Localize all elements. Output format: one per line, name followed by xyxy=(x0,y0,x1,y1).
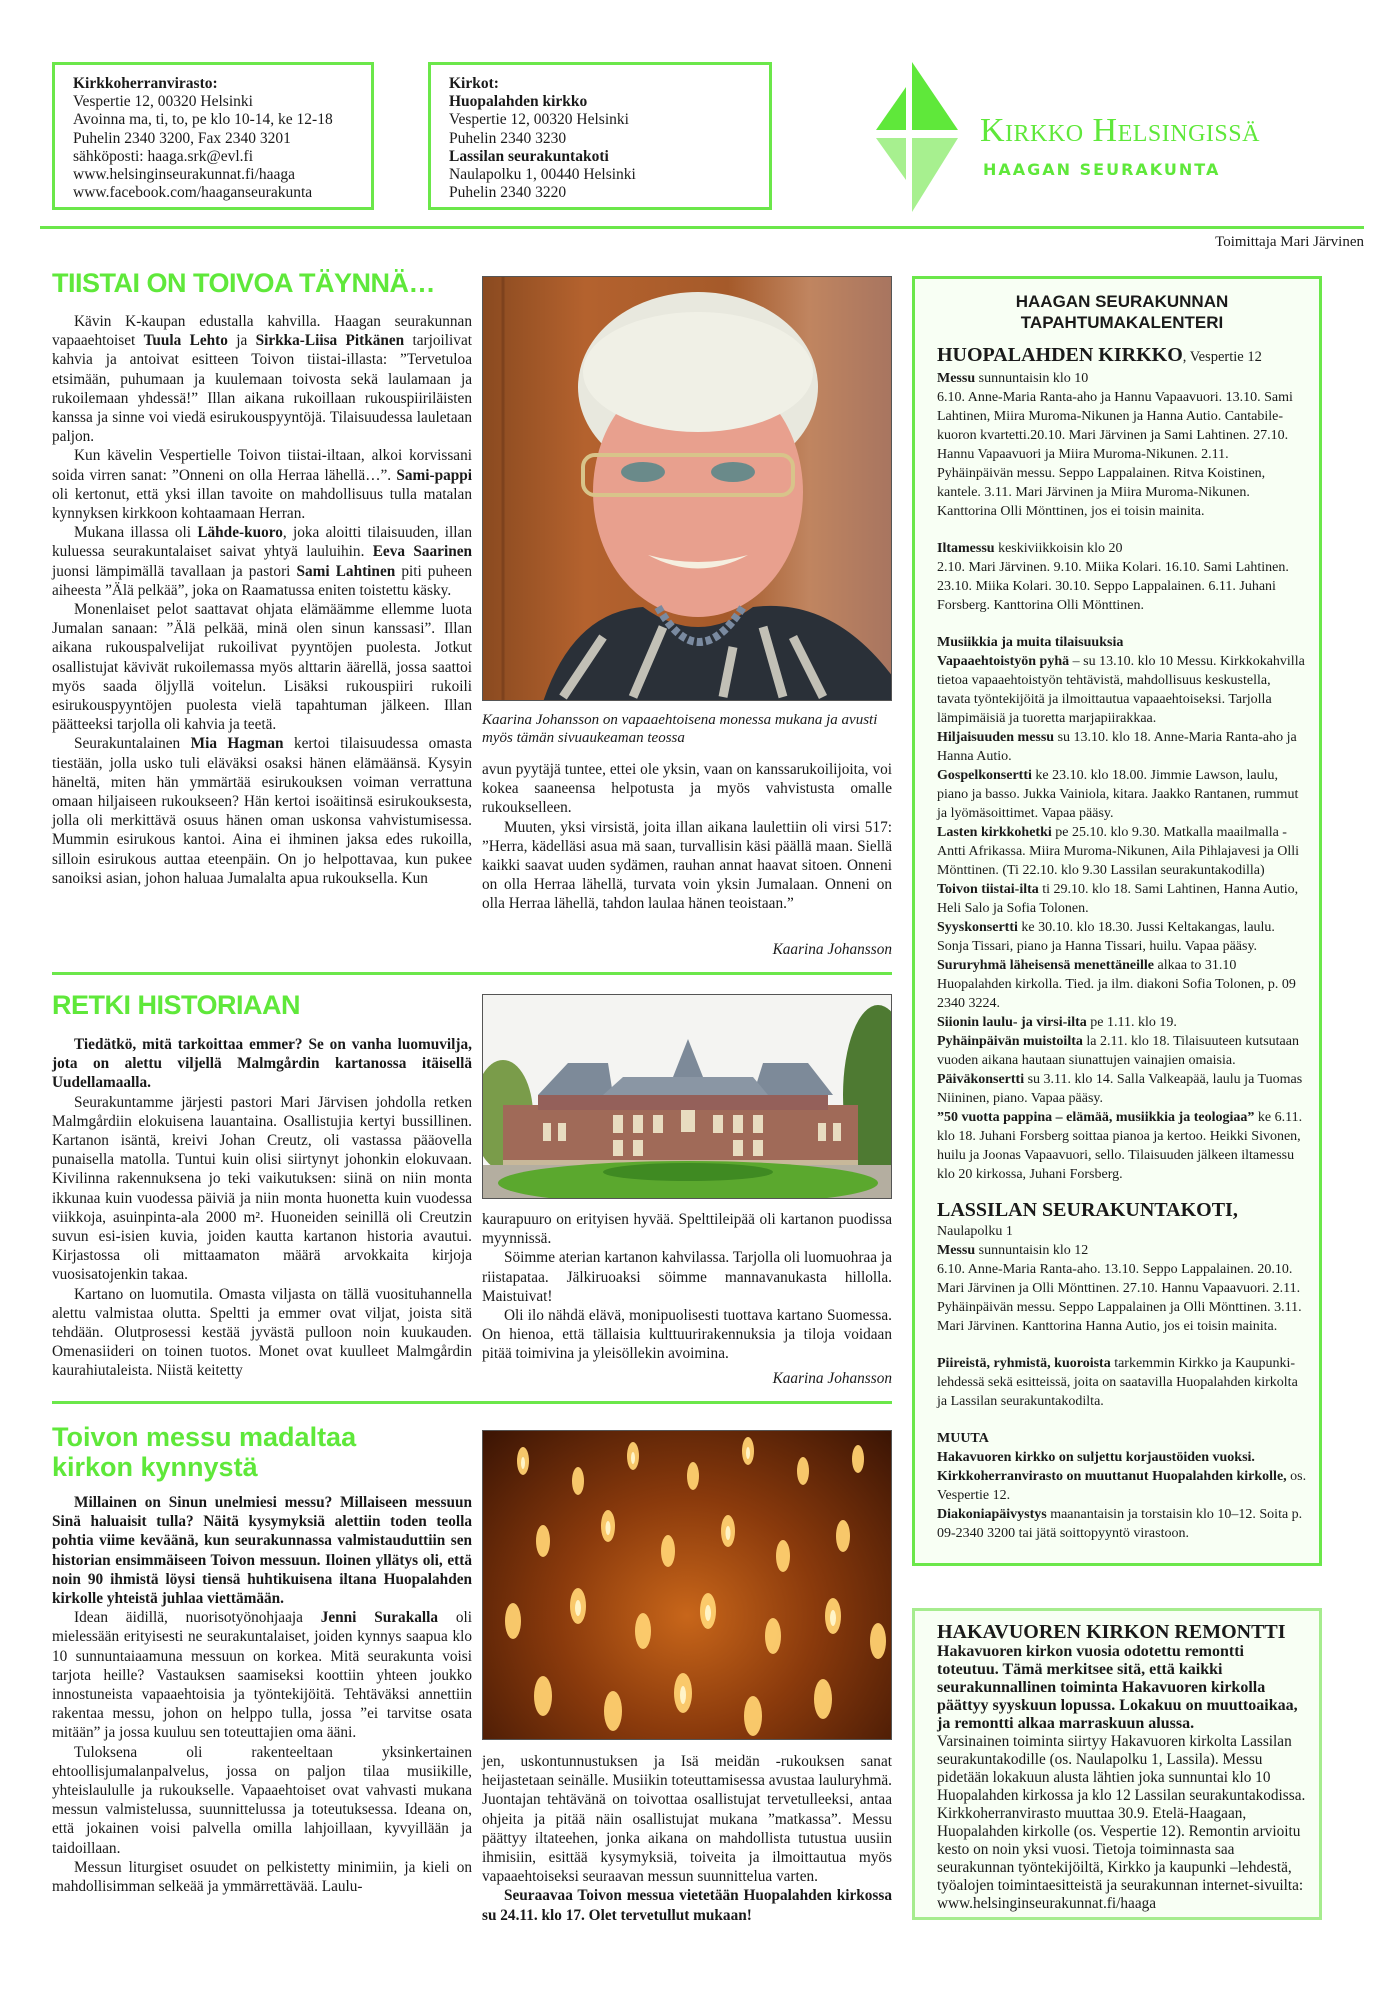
event-item: Toivon tiistai-ilta ti 29.10. klo 18. Sami Lahtinen, Hanna Autio, Heli Salo ja Sofia Tolonen. xyxy=(937,882,1299,916)
article1-paragraph: Mukana illassa oli Lähde-kuoro, joka aloitti tilaisuuden, illan kuluessa seurakuntalaiset saivat yhtyä lauluihin. Eeva Saarinen juonsi lämpimällä tavallaan ja pastori Sami Lahtinen piti puheen aiheesta ”Älä pelkää”, joka on Raamatussa eniten toistettu käsky. xyxy=(52,524,472,599)
article1-paragraph: Seurakuntalainen Mia Hagman kertoi tilaisuudessa omasta tiestään, jolla usko tuli eläväksi osaksi hänen elämäänsä. Kysyin häneltä, miten hän ymmärtää esirukouksen voiman verrattuna omaan hiljaiseen rukoukseen? Hän kertoi isoäitinsä esirukouksesta, jolla oli merkittävä osuus hänen oman uskonsa vahvistumisessa. Mummin esirukous kantoi. Aina ei ihminen jaksa edes rukoilla, silloin esirukous auttaa eteenpäin. On jo helpottavaa, kun pukee sanoiksi asian, johon haluaa Jumalalta apua rukouksella. Kun xyxy=(52,735,473,887)
church2-name: Lassilan seurakuntakoti xyxy=(449,147,609,165)
article1-headline: TIISTAI ON TOIVOA TÄYNNÄ… xyxy=(52,268,436,298)
logo-title: Kirkko Helsingissä xyxy=(980,112,1260,149)
huopalahti-messu-details: 6.10. Anne-Maria Ranta-aho ja Hannu Vapaavuori. 13.10. Sami Lahtinen, Miira Muroma-Nikunen ja Hanna Autio. Cantabile-kuoron kvartetti.20.10. Mari Järvinen ja Sami Lahtinen. 27.10. Hannu Vapaavuori ja Miira Muroma-Nikunen. 2.11. Pyhäinpäivän messu. Seppo Lappalainen. Ritva Koistinen, kantele. 3.11. Mari Järvinen ja Miira Muroma-Nikunen. Kanttorina Olli Mönttinen, jos ei toisin mainita. xyxy=(937,390,1293,519)
event-item: Hiljaisuuden messu su 13.10. klo 18. Anne-Maria Ranta-aho ja Hanna Autio. xyxy=(937,730,1297,764)
manor-photo xyxy=(482,994,892,1199)
article2-paragraph: Söimme aterian kartanon kahvilassa. Tarjolla oli luomuohraa ja riistapataa. Jälkiruoaksi söimme mannavanukasta hillolla. Maistuivat! xyxy=(482,1249,892,1305)
article2-paragraph: kaurapuuro on erityisen hyvää. Spelttileipää oli kartanon puodissa myynnissä. xyxy=(482,1211,892,1248)
office-facebook-link[interactable]: www.facebook.com/haaganseurakunta xyxy=(73,184,313,202)
article3-paragraph: Tuloksena oli rakenteeltaan yksinkertainen ehtoollisjumalanpalvelus, jossa on paljon tilaa musiikille, yhteislaululle ja rukoukselle. Vapaaehtoiset ovat vahvasti mukana messun valmistelussa, suunnittelussa ja toteutuksessa. Ideana on, että jokainen voisi palvella omilla lahjoillaan, kyvyillään ja taidoillaan. xyxy=(52,1743,472,1857)
huopalahti-messu-schedule: Messu sunnuntaisin klo 10 xyxy=(937,371,1089,386)
huopalahti-iltamessu-schedule: Iltamessu keskiviikkoisin klo 20 xyxy=(937,541,1123,556)
renovation-title: HAKAVUOREN KIRKON REMONTTI xyxy=(937,1621,1286,1643)
groups-info: Piireistä, ryhmistä, kuoroista tarkemmin Kirkko ja Kaupunki-lehdessä sekä esitteissä, joita on saatavilla Huopalahden kirkolta ja Lassilan seurakuntakodilta. xyxy=(937,1356,1298,1409)
article1-paragraph: avun pyytäjä tuntee, ettei ole yksin, vaan on kanssarukoilijoita, voi kokea saaneensa helpotusta ja myös vahvistusta omalle rukoukselleen. xyxy=(482,761,892,817)
article1-paragraph: Kävin K-kaupan edustalla kahvilla. Haagan seurakunnan vapaaehtoiset Tuula Lehto ja Sirkka-Liisa Pitkänen tarjoilivat kahvia ja antoivat esitteen Toivon tiistai-illasta: ”Tervetuloa etsimään, puhumaan ja kuulemaan toivosta sekä laulamaan ja rukoilemaan yhdessä!” Illan aikana rukoillaan rukouspiiriläisten kanssa ja sinne voi viedä esirukouspyyntöjä. Tilaisuudessa lauletaan paljon. xyxy=(52,313,472,446)
music-events-heading: Musiikkia ja muita tilaisuuksia xyxy=(937,635,1124,650)
article3-headline-line2: kirkon kynnystä xyxy=(52,1452,258,1482)
event-item: Siionin laulu- ja virsi-ilta pe 1.11. klo 19. xyxy=(937,1015,1177,1030)
article3-paragraph: Messun liturgiset osuudet on pelkistetty minimiin, ja kieli on mahdollisimman selkeää ja ymmärrettävää. Laulu- xyxy=(52,1858,472,1896)
church1-phone: Puhelin 2340 3230 xyxy=(449,129,567,147)
renovation-website-link[interactable]: www.helsinginseurakunnat.fi/haaga xyxy=(937,1895,1157,1912)
event-item: Gospelkonsertti ke 23.10. klo 18.00. Jimmie Lawson, laulu, piano ja basso. Jukka Vainiola, kitara. Jaakko Rantanen, rummut ja lyömäsoittimet. Vapaa pääsy. xyxy=(937,768,1299,821)
event-item: Pyhäinpäivän muistoilta la 2.11. klo 18. Tilaisuuteen kutsutaan vuoden aikana hautaan siunattujen vainajien omaisia. xyxy=(937,1034,1299,1068)
churches-info-box xyxy=(428,62,772,210)
event-calendar xyxy=(912,276,1322,1566)
office-info-title: Kirkkoherranvirasto: xyxy=(73,75,218,92)
lassila-venue: LASSILAN SEURAKUNTAKOTI, xyxy=(937,1199,1238,1221)
article1-signature: Kaarina Johansson xyxy=(772,941,892,958)
event-item: Syyskonsertti ke 30.10. klo 18.30. Jussi Keltakangas, laulu. Sonja Tissari, piano ja Hanna Tissari, huilu. Vapaa pääsy. xyxy=(937,920,1275,954)
article2-divider xyxy=(52,1401,892,1404)
logo-subtitle: HAAGAN SEURAKUNTA xyxy=(983,160,1221,179)
office-email-link[interactable]: sähköposti: haaga.srk@evl.fi xyxy=(73,147,253,165)
office-address: Vespertie 12, 00320 Helsinki xyxy=(73,93,253,111)
article1-body xyxy=(52,312,472,888)
lassila-messu-details: 6.10. Anne-Maria Ranta-aho. 13.10. Seppo Lappalainen. 20.10. Mari Järvinen ja Olli Mönttinen. 27.10. Hannu Vapaavuori. 2.11. Pyhäinpäivän messu. Seppo Lappalainen ja Olli Mönttinen. 3.11. Mari Järvinen. Kanttorina Hanna Autio, jos ei toisin mainita. xyxy=(937,1262,1302,1334)
article1-paragraph: Muuten, yksi virsistä, joita illan aikana laulettiin oli virsi 517: ”Herra, kädelläsi asua mä saan, turvallisin käsi päällä maan. Siellä kaikki saavat uuden sydämen, rauhan annat haavat sitoen. Onneni on olla Herraa lähellä, turvata voin yksin Jumalaan. Onneni on olla Herraa lähellä, tahdon laulaa hänen teoistaan.” xyxy=(482,818,892,913)
article3-closing: Seuraavaa Toivon messua vietetään Huopalahden kirkossa su 24.11. klo 17. Olet tervetullut mukaan! xyxy=(482,1887,892,1924)
diakonia-info: Diakoniapäivystys maanantaisin ja torstaisin klo 10–12. Soita p. 09-2340 3200 tai jätä soittopyyntö virastoon. xyxy=(937,1507,1303,1541)
portrait-caption: Kaarina Johansson on vapaaehtoisena monessa mukana ja avusti myös tämän sivuaukeaman teossa xyxy=(482,712,878,746)
lassila-messu-schedule: Messu sunnuntaisin klo 12 xyxy=(937,1243,1089,1258)
huopalahti-iltamessu-details: 2.10. Mari Järvinen. 9.10. Miika Kolari. 16.10. Sami Lahtinen. 23.10. Miika Kolari. 30.10. Seppo Lappalainen. 6.11. Juhani Forsberg. Kanttorina Olli Mönttinen. xyxy=(937,560,1289,613)
event-list xyxy=(937,652,1307,1184)
article3-headline xyxy=(52,1422,472,1482)
churches-title: Kirkot: xyxy=(449,75,499,92)
header-divider xyxy=(40,226,1364,229)
church2-address: Naulapolku 1, 00440 Helsinki xyxy=(449,166,636,184)
church1-name: Huopalahden kirkko xyxy=(449,93,588,111)
office-website-link[interactable]: www.helsinginseurakunnat.fi/haaga xyxy=(73,166,295,184)
article1-paragraph: Monenlaiset pelot saattavat ohjata elämäämme ellemme luota Jumalan sanaan: ”Älä pelkää, minä olen sinun kanssasi”. Illan aikana rukouspalvelijat rukoilivat pyyntöjen puolesta. Jotkut osallistujat kävivät rukoilemassa myös alttarin äärellä, jossa saattoi myös saada öljyllä voitelun. Lisäksi rukouspiiri rukoili esirukouspyyntöjen puolesta vielä tapahtuman jälkeen. Illan päätteeksi tarjolla oli kahvia ja teetä. xyxy=(52,601,472,734)
calendar-title-line2: TAPAHTUMAKALENTERI xyxy=(1020,313,1224,332)
article3-paragraph: jen, uskontunnustuksen ja Isä meidän -rukouksen sanat heijastetaan seinälle. Musiikin toteuttamisessa avustaa lauluryhmä. Juontajan tehtävänä on toivottaa osallistujat tervetulleeksi, antaa ohjeita ja pitää näin osallistujat mukana ”matkassa”. Messu päättyy iltateehen, jonka aikana on mahdollista tutustua uusiin ihmisiin, esittää kysymyksiä, toiveita ja ilmoittautua myös vapaaehtoiseksi seuraavan messun suunnittelua varten. xyxy=(482,1753,892,1886)
office-phone: Puhelin 2340 3200, Fax 2340 3201 xyxy=(73,129,291,147)
renovation-body: Varsinainen toiminta siirtyy Hakavuoren kirkolta Lassilan seurakuntakodille (os. Naulapolku 1, Lassila). Messu pidetään lokakuun alusta lähtien joka sunnuntai klo 10 Huopalahden kirkossa ja klo 12 Lassilan seurakuntakodissa. Kirkkoherranvirasto muuttaa 30.9. Etelä-Haagaan, Huopalahden kirkolle (os. Vespertie 12). Remontin arvioitu kesto on noin yksi vuosi. Tietoja toiminnasta saa seurakunnan työntekijöiltä, Kirkko ja kaupunki –lehdestä, työalojen toimintaesitteistä ja seurakunnan internet-sivuilta: xyxy=(937,1733,1306,1894)
office-hours: Avoinna ma, ti, to, pe klo 10-14, ke 12-18 xyxy=(73,111,333,129)
article3-headline-line1: Toivon messu madaltaa xyxy=(52,1422,357,1452)
article2-body xyxy=(52,1035,472,1381)
editor-credit: Toimittaja Mari Järvinen xyxy=(1215,234,1364,250)
portrait-photo xyxy=(482,276,892,701)
church2-phone: Puhelin 2340 3220 xyxy=(449,184,567,202)
article2-paragraph: Kartano on luomutila. Omasta viljasta on tällä vuosituhannella alettu valmistaa olutta. Speltti ja emmer ovat viljat, joista sitä tehdään. Olutprosessi kestää jyvästä pulloon noin kuukauden. Omenasiideri on toinen tuotos. Monet ovat kuulleet Malmgårdin kaurahiutaleista. Niistä keitetty xyxy=(52,1285,472,1380)
other-notice-closed: Hakavuoren kirkko on suljettu korjaustöiden vuoksi. xyxy=(937,1450,1255,1465)
event-item: Vapaaehtoistyön pyhä – su 13.10. klo 10 Messu. Kirkkokahvilla tietoa vapaaehtoistyön tehtävistä, mahdollisuus keskustella, tavata työntekijöitä ja ilmoittautua vapaaehtoiseksi. Tarjolla lämpimäisiä ja tuoretta marjapiirakkaa. xyxy=(937,654,1305,726)
calendar-title-line1: HAAGAN SEURAKUNNAN xyxy=(1015,292,1229,311)
other-heading: MUUTA xyxy=(937,1431,989,1446)
event-item: Lasten kirkkohetki pe 25.10. klo 9.30. Matkalla maailmalla - Antti Afrikassa. Miira Muroma-Nikunen, Aila Pihlajavesi ja Olli Mönttinen. (Ti 22.10. klo 9.30 Lassilan seurakuntakodilla) xyxy=(937,825,1299,878)
lassila-address: Naulapolku 1 xyxy=(937,1224,1013,1239)
church1-address: Vespertie 12, 00320 Helsinki xyxy=(449,111,629,129)
renovation-lead: Hakavuoren kirkon vuosia odotettu remontti toteutuu. Tämä merkitsee sitä, että kaikki seurakunnallinen toiminta Hakavuoren kirkolla päättyy syyskuun lopussa. Lokakuu on muuttoaikaa, ja remontti alkaa marraskuun alussa. xyxy=(937,1643,1298,1732)
office-info-box xyxy=(52,62,374,210)
article3-lead: Millainen on Sinun unelmiesi messu? Millaiseen messuun Sinä haluaisit tulla? Näitä kysymyksiä alettiin toden teolla pohtia viime keväänä, kun seurakunnassa valmistauduttiin sen historian ensimmäiseen Toivon messuun. Iloinen yllätys oli, että noin 90 ihmistä löysi tiensä huhtikuisena iltana Huopalahden kirkolle yhteistä juhlaa viettämään. xyxy=(52,1494,472,1608)
article3-body xyxy=(52,1493,472,1896)
article2-paragraph: Oli ilo nähdä elävä, monipuolisesti tuottava kartano Suomessa. On hienoa, että tällaisia kulttuurirakennuksia ja tiloja voidaan pitää toimivina ja yleisöllekin avoimina. xyxy=(482,1307,892,1363)
event-item: Päiväkonsertti su 3.11. klo 14. Salla Valkeapää, laulu ja Tuomas Niininen, piano. Vapaa pääsy. xyxy=(937,1072,1303,1106)
article1-continued xyxy=(482,760,892,914)
article1-divider xyxy=(52,972,892,975)
article2-continued xyxy=(482,1210,892,1364)
renovation-notice-box xyxy=(912,1608,1322,1920)
article2-lead: Tiedätkö, mitä tarkoittaa emmer? Se on vanha luomuvilja, jota on alettu viljellä Malmgårdin kartanossa itäisellä Uudellamaalla. xyxy=(52,1036,472,1092)
event-item: Sururyhmä läheisensä menettäneille alkaa to 31.10 Huopalahden kirkolla. Tied. ja ilm. diakoni Sofia Tolonen, p. 09 2340 3224. xyxy=(937,958,1296,1011)
article3-paragraph: Idean äidillä, nuorisotyönohjaaja Jenni Surakalla oli mielessään erityisesti ne seurakuntalaiset, joiden kynnys saapua klo 10 sunnuntaiaamuna messuun on korkea. Mitä seurakunta voisi tarjota heille? Vastauksen saamiseksi koottiin yhteen joukko innostuneista vapaaehtoisia ja työntekijöitä. Tehtäväksi annettiin rakentaa messu, johon on helppo tulla, jossa ”ei tarvitse osata mitään” ja jossa kuuluu sen toteuttajien oma ääni. xyxy=(52,1609,472,1742)
article2-signature: Kaarina Johansson xyxy=(772,1370,892,1387)
event-item: ”50 vuotta pappina – elämää, musiikkia ja teologiaa” ke 6.11. klo 18. Juhani Forsberg soittaa pianoa ja kertoo. Heikki Sivonen, huilu ja Joonas Vapaavuori, sello. Tilaisuuden jälkeen iltamessu klo 20 kirkossa, Juhani Forsberg. xyxy=(937,1110,1303,1182)
article3-continued xyxy=(482,1752,892,1925)
article1-paragraph: Kun kävelin Vespertielle Toivon tiistai-iltaan, alkoi korvissani soida virren sanat: ”Onneni on olla Herraa lähellä…”. Sami-pappi oli kertonut, että yksi illan tavoite on mahdollisuus tulla matalan kynnyksen kirkkoon kohtaamaan Herran. xyxy=(52,447,472,523)
other-notice-moved: Kirkkoherranvirasto on muuttanut Huopalahden kirkolle, os. Vespertie 12. xyxy=(937,1469,1307,1503)
article2-paragraph: Seurakuntamme järjesti pastori Mari Järvisen johdolla retken Malmgårdiin elokuisena lauantaina. Osallistujia kertyi bussillinen. Kartanon isäntä, kreivi Johan Creutz, oli vastassa pääovella punaisella matolla. Tuntui kuin olisi siirtynyt johonkin elokuvaan. Kivilinna rakennuksena jo teki vaikutuksen: siinä on niin monta ikkunaa kuin vuodessa päiviä ja niin monta huonetta kuin vuodessa viikkoja, asuinpinta-ala 2000 m². Huoneiden seinillä oli Creutzin suvun esi-isien kuvia, joiden kautta kartanon historia avautui. Kirjastossa oli mittaamaton määrä arvokkaita kirjoja vuosisatojenkin takaa. xyxy=(52,1093,472,1284)
huopalahti-venue: HUOPALAHDEN KIRKKO, Vespertie 12 xyxy=(937,344,1262,366)
church-cross-logo-icon xyxy=(876,62,976,222)
article2-headline: RETKI HISTORIAAN xyxy=(52,990,301,1020)
candles-photo xyxy=(482,1430,892,1740)
